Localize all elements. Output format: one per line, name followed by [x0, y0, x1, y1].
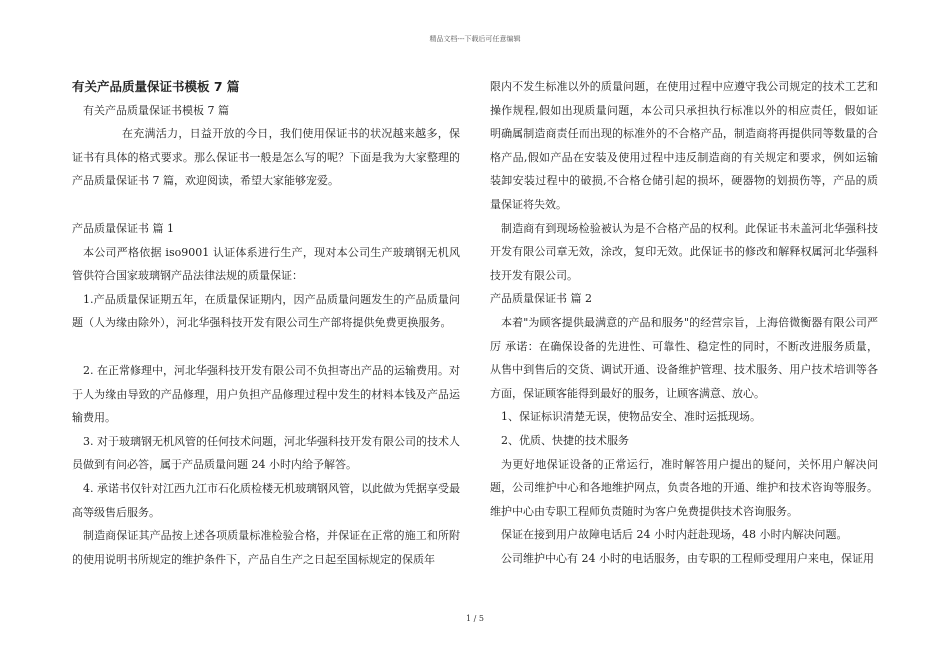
page-header-note: 精品文档---下载后可任意编辑 [429, 35, 521, 43]
section1-final-paragraph: 制造商有到现场检验被认为是不合格产品的权利。此保证书未盖河北华强科技开发有限公司章无效，涂改，复印无效。此保证书的修改和解释权属河北华强科技开发有限公司。 [490, 221, 878, 282]
intro-paragraph: 在充满活力，日益开放的今日，我们使用保证书的状况越来越多，保证书有具体的格式要求。那么保证书一般是怎么写的呢？下面是我为大家整理的产品质量保证书 7 篇，欢迎阅读，希望大家能够宠爱。 [72, 127, 460, 188]
section1-item-4: 4. 承诺书仅针对江西九江市石化质检楼无机玻璃钢风管，以此做为凭据享受最高等级售后服务。 [72, 481, 460, 519]
page-number: 1 / 5 [466, 614, 484, 623]
section2-hotline-paragraph: 公司维护中心有 24 小时的电话服务，由专职的工程师受理用户来电，保证用 [501, 551, 874, 565]
section2-item-1: 1、保证标识清楚无误，使物品安全、准时运抵现场。 [501, 410, 761, 424]
section1-item-2: 2. 在正常修理中，河北华强科技开发有限公司不负担寄出产品的运输费用。对于人为缘由导致的产品修理，用户负担产品修理过程中发生的材料本钱及产品运输费用。 [72, 363, 460, 425]
left-column [72, 75, 460, 571]
section1-item-3: 3. 对于玻璃钢无机风管的任何技术问题，河北华强科技开发有限公司的技术人员做到有问必答，属于产品质量问题 24 小时内给予解答。 [72, 434, 460, 472]
section-gap [72, 193, 460, 217]
section2-paragraph: 本着"为顾客提供最满意的产品和服务"的经营宗旨，上海倍微衡器有限公司严厉 承诺：在确保设备的先进性、可靠性、稳定性的同时，不断改进服务质量，从售中到售后的交货、调试开通、设备维护管理、技术服务、用户技术培训等各方面，保证顾客能得到最好的服务，让顾客满意、放心。 [490, 315, 878, 400]
document-subtitle: 有关产品质量保证书模板 7 篇 [83, 103, 229, 117]
section1-warranty-paragraph-part1: 制造商保证其产品按上述各项质量标准检验合格，并保证在正常的施工和所附的使用说明书所规定的维护条件下，产品自生产之日起至国标规定的保质年 [72, 529, 460, 566]
section1-item-1: 1.产品质量保证期五年，在质量保证期内，因产品质量问题发生的产品质量问题（人为缘由除外），河北华强科技开发有限公司生产部将提供免费更换服务。 [72, 292, 460, 330]
section2-response-paragraph: 保证在接到用户故障电话后 24 小时内赶赴现场，48 小时内解决问题。 [501, 528, 848, 542]
section2-service-paragraph: 为更好地保证设备的正常运行，准时解答用户提出的疑问，关怀用户解决问题，公司维护中心和各地维护网点，负责各地的开通、维护和技术咨询等服务。维护中心由专职工程师负责随时为客户免费提供技术咨询服务。 [490, 457, 878, 518]
document-title: 有关产品质量保证书模板 7 篇 [72, 79, 240, 94]
section2-heading: 产品质量保证书 篇 2 [490, 292, 592, 306]
section1-paragraph: 本公司严格依据 iso9001 认证体系进行生产，现对本公司生产玻璃钢无机风管供符合国家玻璃钢产品法律法规的质量保证： [72, 245, 460, 283]
section2-item-2: 2、优质、快捷的技术服务 [501, 433, 629, 447]
section1-heading: 产品质量保证书 篇 1 [72, 221, 174, 235]
item-gap [72, 335, 460, 359]
right-column [490, 75, 878, 570]
section1-warranty-paragraph-part2: 限内不发生标准以外的质量问题，在使用过程中应遵守我公司规定的技术工艺和操作规程,假如出现质量问题，本公司只承担执行标准以外的相应责任，假如证明确属制造商责任而出现的标准外的不合格产品，制造商将再提供同等数量的合格产品,假如产品在安装及使用过程中违反制造商的有关规定和要求，例如运输装卸安装过程中的破损,不合格仓储引起的损坏，硬器物的划损伤等，产品的质量保证将失效。 [490, 80, 878, 211]
